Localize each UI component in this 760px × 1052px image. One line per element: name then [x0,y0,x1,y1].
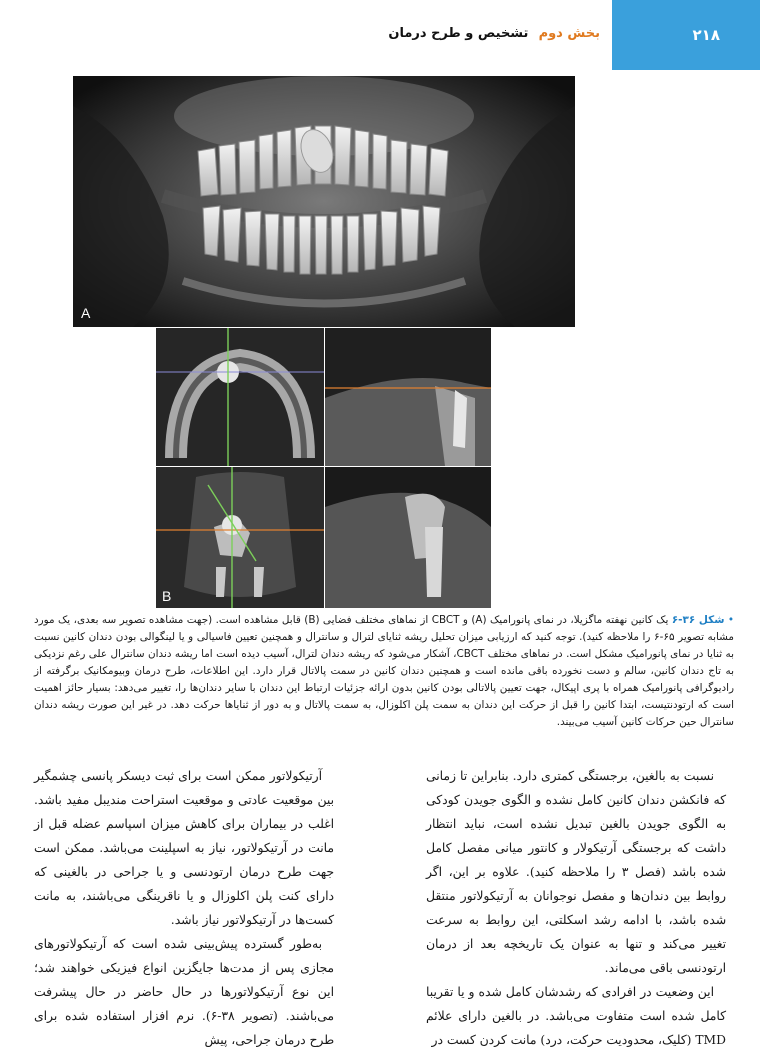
caption-bullet: • [727,614,735,626]
figure-caption [34,612,734,731]
cbct-sagittal-top-drawing [325,328,491,466]
page-number: ۲۱۸ [692,26,720,44]
panoramic-radiograph [73,76,575,327]
panel-a-label: A [81,305,91,321]
cbct-axial-drawing [156,328,324,466]
paragraph: آرتیکولاتور ممکن است برای ثبت دیسکر پانسی چشمگیر بین موقعیت عادتی و موقعیت استراحت مندیبل مفید باشد. اغلب در بیماران برای کاهش میزان اسپاسم عضله قبل از مانت در آرتیکولاتور، نیاز به اسپلینت می‌باشد. ممکن است جهت طرح درمان ارتودنسی و یا جراحی در بالغینی که دارای کنت پلن اکلوزال و یا ناقرینگی می‌باشند، به مانت کست‌ها در آرتیکولاتور نیاز باشد. [34,769,334,927]
chapter-title: تشخیص و طرح درمان [388,26,529,41]
page-number-box [612,0,760,70]
page-header [0,0,760,70]
paragraph: نسبت به بالغین، برجستگی کمتری دارد. بنابراین تا زمانی که فانکشن دندان کانین کامل نشده و الگوی جویدن کودکی به الگوی جویدن بالغین تبدیل نشده است، نباید انتظار داشت که برجستگی آرتیکولار و کانتور میانی مفصل کامل شده باشد (فصل ۳ را ملاحظه کنید). علاوه بر این، اگر روابط بین دندان‌ها و مفصل نوجوانان به آرتیکولاتور منتقل شده باشد، با ادامه رشد اسکلتی، این روابط به سرعت تغییر می‌کند و تنها به عنوان یک تاریخچه بعد از درمان ارتودنسی باقی می‌ماند. [426,769,726,975]
panoramic-radiograph-drawing [73,76,575,327]
cbct-axial-view [156,328,324,466]
panel-b-label: B [162,588,172,604]
running-head [388,26,600,41]
cbct-sagittal-bottom-drawing [325,467,491,608]
cbct-sagittal-view-bottom [325,467,491,608]
part-label: بخش دوم [538,26,600,41]
caption-text: یک کانین نهفته ماگزیلا، در نمای پانورامیک (A) و CBCT از نماهای مختلف فضایی (B) قابل مشاهده است. (جهت مشاهده تصویر سه بعدی، یک مورد مشابه تصویر ۶۵-۶ را ملاحظه کنید). توجه کنید که ارزیابی میزان تحلیل ریشه ثنایای لترال و سانترال و همچنین تعیین فاسیالی و یا لینگوالی بودن دندان کانین نسبت به ثنایا در نمای پانورامیک مشکل است. در نماهای مختلف CBCT، آشکار می‌شود که ریشه دندان لترال، آسیب دیده است اما ریشه دندان سانترال علی رغم نزدیکی به تاج دندان کانین، سالم و دست نخورده باقی مانده است و همچنین دندان کانین در سمت پالاتال قرار دارد. این اطلاعات، طرح درمان وبیومکانیک برگرفته از رادیوگرافی پانورامیک همراه با پری اپیکال، جهت تعیین پالاتالی بودن کانین بدون ارائه جزئیات ارتباط این دندان با سایر دندان‌ها را، تغییر می‌دهد: بسیار حائز اهمیت است که ارتودنتیست، ابتدا کانین را قبل از حرکت این دندان به سمت پلن اکلوزال، به سمت پالاتال و به دور از ثنایاها حرکت دهد. در غیر این صورت ریشه دندان سانترال حین حرکات کانین آسیب می‌بیند. [34,614,734,728]
paragraph: به‌طور گسترده پیش‌بینی شده است که آرتیکولاتورهای مجازی پس از مدت‌ها جایگزین انواع فیزیکی خواهند شد؛ این نوع آرتیکولاتورها در حال حاضر در حال پیشرفت می‌باشند. (تصویر ۳۸-۶). نرم افزار استفاده شده برای طرح درمان جراحی، پیش [34,937,334,1047]
cbct-coronal-view [156,467,324,608]
cbct-coronal-drawing [156,467,324,608]
body-column-left [34,764,334,1052]
cbct-sagittal-view-top [325,328,491,466]
body-column-right [426,764,726,1052]
paragraph: این وضعیت در افرادی که رشدشان کامل شده و یا تقریبا کامل شده است متفاوت می‌باشد. در بالغین دارای علائم TMD (کلیک، محدودیت حرکت، درد) مانت کردن کست در [426,985,726,1047]
figure-number: شکل ۳۶-۶ [671,614,725,626]
